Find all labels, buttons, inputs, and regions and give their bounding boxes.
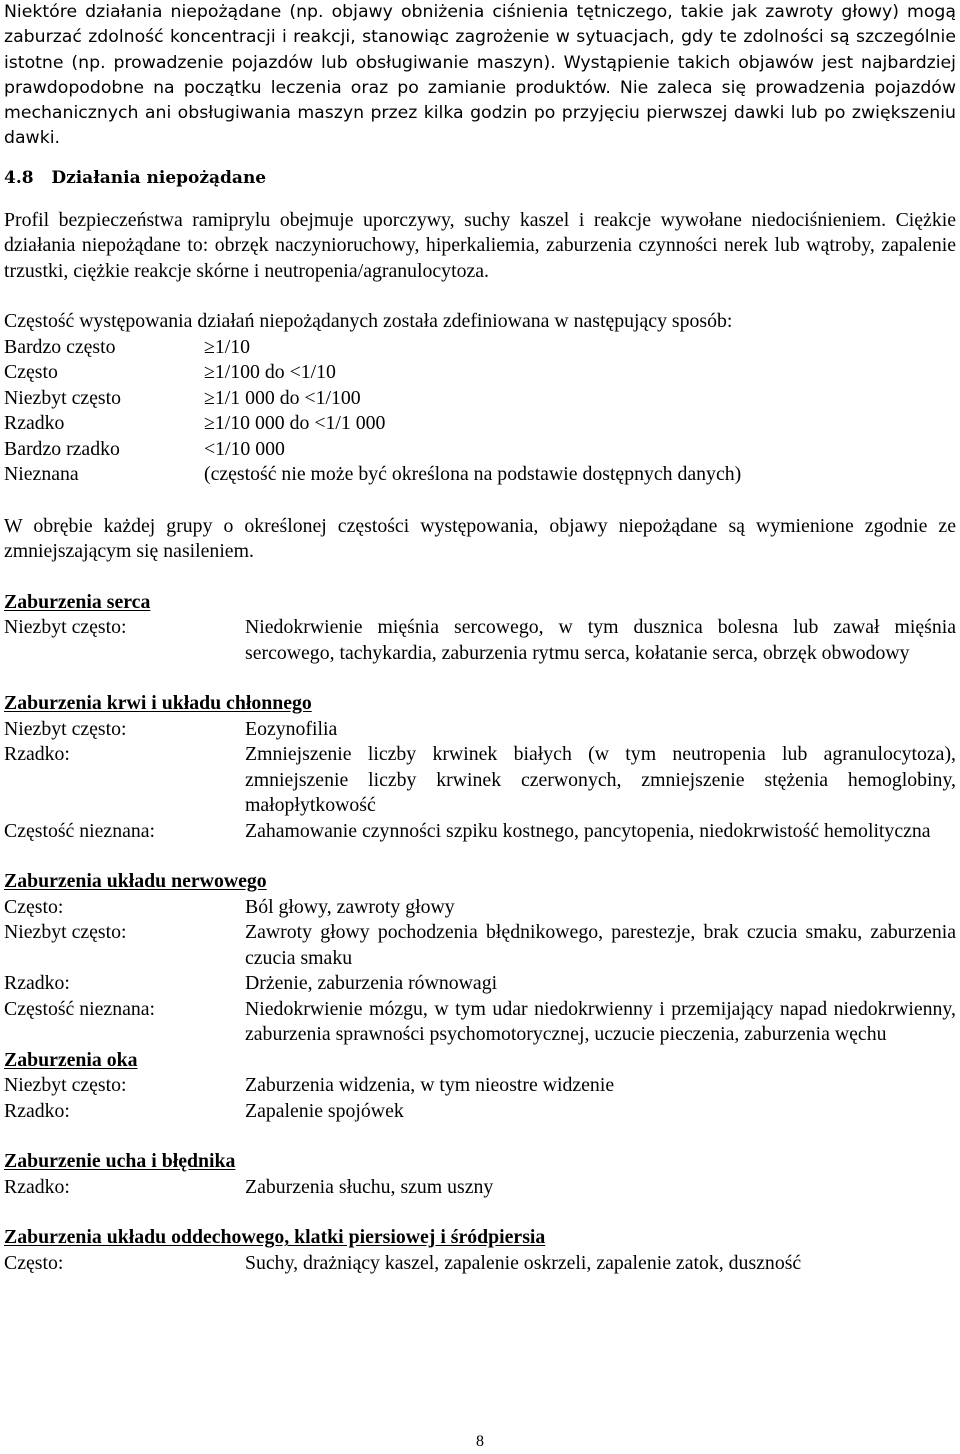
frequency-value: ≥1/1 000 do <1/100: [204, 386, 361, 409]
frequency-value: (częstość nie może być określona na podstawie dostępnych danych): [204, 463, 742, 486]
reaction-entry: [4, 742, 956, 819]
section-ear: [4, 1149, 956, 1200]
frequency-value: ≥1/10: [204, 335, 251, 358]
frequency-label: Rzadko: [4, 412, 65, 435]
reaction-entry: [4, 1175, 956, 1201]
frequency-label: Niezbyt często:: [4, 616, 127, 639]
safety-profile-paragraph: Profil bezpieczeństwa ramiprylu obejmuje uporczywy, suchy kaszel i reakcje wywołane niedociśnieniem. Ciężkie działania niepożądane to: obrzęk naczynioruchowy, hiperkaliemia, zaburzenia czynności nerek lub wątroby, zapalenie trzustki, ciężkie reakcje skórne i neutropenia/agranulocytoza.: [4, 208, 956, 282]
frequency-row: [4, 462, 956, 488]
frequency-label: Bardzo często: [4, 335, 116, 358]
frequency-label: Często:: [4, 895, 64, 918]
frequency-label: Rzadko:: [4, 1099, 70, 1122]
frequency-table: [4, 335, 956, 488]
frequency-label: Nieznana: [4, 463, 79, 486]
reaction-text: Zaburzenia słuchu, szum uszny: [245, 1175, 494, 1198]
frequency-intro: Częstość występowania działań niepożądanych została zdefiniowana w następujący sposób:: [4, 310, 733, 333]
frequency-label: Niezbyt często:: [4, 1074, 127, 1097]
frequency-label: Bardzo rzadko: [4, 437, 120, 460]
section-title: Zaburzenia układu nerwowego: [4, 870, 267, 893]
reaction-entry: [4, 1099, 956, 1125]
reaction-entry: [4, 1073, 956, 1099]
reaction-text: Zaburzenia widzenia, w tym nieostre widzenie: [245, 1074, 615, 1097]
frequency-row: [4, 411, 956, 437]
reaction-text: Drżenie, zaburzenia równowagi: [245, 972, 498, 995]
document-page: [4, 0, 956, 1276]
frequency-label: Często:: [4, 1251, 64, 1274]
reaction-entry: [4, 971, 956, 997]
frequency-label: Niezbyt często:: [4, 717, 127, 740]
section-blood: [4, 691, 956, 844]
reaction-text: Zapalenie spojówek: [245, 1099, 404, 1122]
frequency-label: Często: [4, 361, 58, 384]
frequency-label: Rzadko:: [4, 743, 70, 766]
reaction-entry: [4, 717, 956, 743]
frequency-value: <1/10 000: [204, 437, 285, 460]
reaction-text: Ból głowy, zawroty głowy: [245, 895, 455, 918]
reaction-text: Zmniejszenie liczby krwinek białych (w tym neutropenia lub agranulocytoza), zmniejszenie liczby krwinek czerwonych, zmniejszenie stężenia hemoglobiny, małopłytkowość: [245, 743, 956, 817]
section-title: Zaburzenia serca: [4, 590, 151, 613]
frequency-value: ≥1/100 do <1/10: [204, 361, 336, 384]
severity-order-note: W obrębie każdej grupy o określonej częstości występowania, objawy niepożądane są wymienione zgodnie ze zmniejszającym się nasileniem.: [4, 514, 956, 563]
frequency-row: [4, 335, 956, 361]
reaction-entry: [4, 997, 956, 1048]
reaction-entry: [4, 920, 956, 971]
section-cardiac: [4, 590, 956, 667]
reaction-text: Niedokrwienie mięśnia sercowego, w tym dusznica bolesna lub zawał mięśnia sercowego, tachykardia, zaburzenia rytmu serca, kołatanie serca, obrzęk obwodowy: [245, 616, 956, 664]
section-respiratory: [4, 1225, 956, 1276]
frequency-label: Niezbyt często: [4, 386, 121, 409]
section-eye: [4, 1048, 956, 1125]
intro-paragraph: Niektóre działania niepożądane (np. objawy obniżenia ciśnienia tętniczego, takie jak zawroty głowy) mogą zaburzać zdolność koncentracji i reakcji, stanowiąc zagrożenie w sytuacjach, gdy te zdolności są szczególnie istotne (np. prowadzenie pojazdów lub obsługiwanie maszyn). Wystąpienie takich objawów jest najbardziej prawdopodobne na początku leczenia oraz po zamianie produktów. Nie zaleca się prowadzenia pojazdów mechanicznych ani obsługiwania maszyn przez kilka godzin po przyjęciu pierwszej dawki lub po zwiększeniu dawki.: [4, 2, 956, 149]
frequency-label: Rzadko:: [4, 1175, 70, 1198]
reaction-text: Zahamowanie czynności szpiku kostnego, pancytopenia, niedokrwistość hemolityczna: [245, 819, 931, 842]
reaction-entry: [4, 1251, 956, 1277]
frequency-label: Rzadko:: [4, 972, 70, 995]
section-title: Zaburzenia układu oddechowego, klatki piersiowej i śródpiersia: [4, 1226, 546, 1249]
frequency-value: ≥1/10 000 do <1/1 000: [204, 412, 386, 435]
frequency-label: Niezbyt często:: [4, 921, 127, 944]
reaction-text: Suchy, drażniący kaszel, zapalenie oskrzeli, zapalenie zatok, duszność: [245, 1251, 802, 1274]
reaction-entry: [4, 895, 956, 921]
section-title: Zaburzenia krwi i układu chłonnego: [4, 692, 312, 715]
reaction-text: Eozynofilia: [245, 717, 338, 740]
section-title: Zaburzenia oka: [4, 1048, 138, 1071]
reaction-entry: [4, 615, 956, 666]
reaction-text: Niedokrwienie mózgu, w tym udar niedokrwienny i przemijający napad niedokrwienny, zaburzenia sprawności psychomotorycznej, uczucie pieczenia, zaburzenia węchu: [245, 997, 956, 1046]
section-nervous-system: [4, 869, 956, 1048]
frequency-label: Częstość nieznana:: [4, 997, 156, 1020]
reaction-entry: [4, 819, 956, 845]
page-number: 8: [476, 1433, 484, 1450]
frequency-row: [4, 386, 956, 412]
section-heading: 4.8 Działania niepożądane: [4, 167, 267, 188]
frequency-row: [4, 437, 956, 463]
frequency-label: Częstość nieznana:: [4, 819, 156, 842]
reaction-text: Zawroty głowy pochodzenia błędnikowego, parestezje, brak czucia smaku, zaburzenia czucia smaku: [245, 921, 956, 969]
section-title: Zaburzenie ucha i błędnika: [4, 1150, 236, 1173]
frequency-row: [4, 360, 956, 386]
